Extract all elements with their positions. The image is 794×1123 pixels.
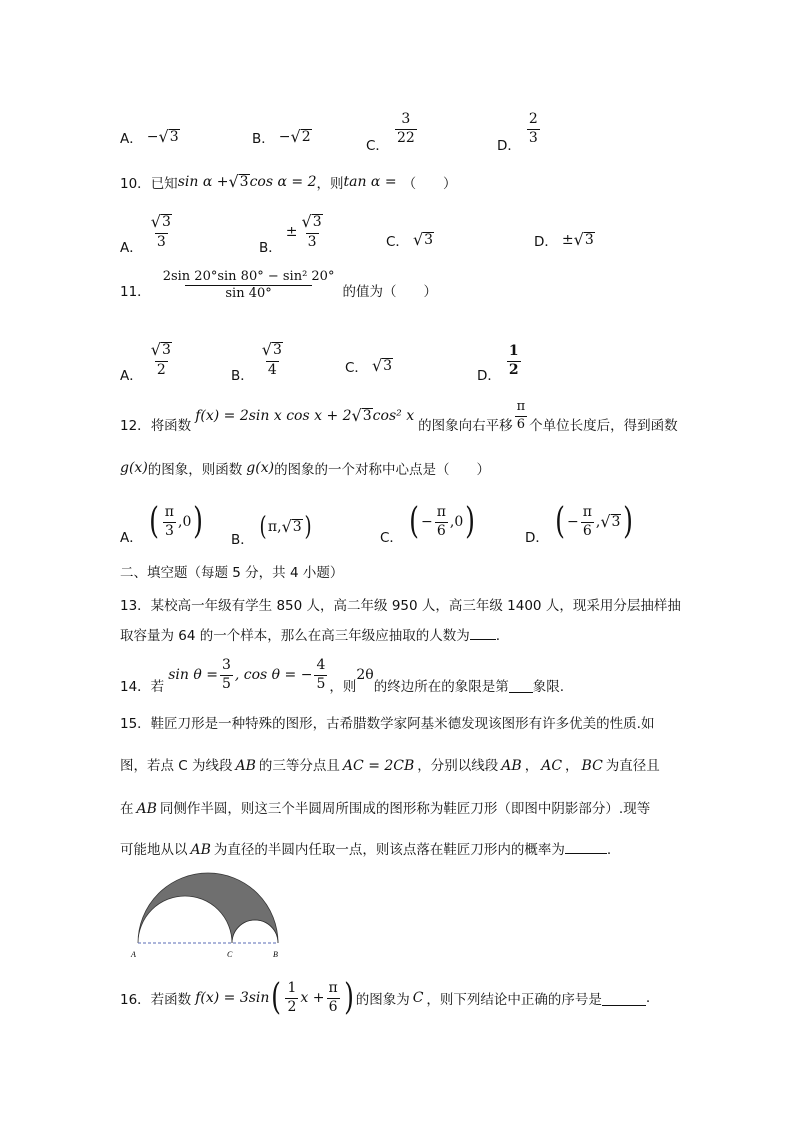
q16-answer-blank[interactable] xyxy=(602,991,646,1006)
q9-option-c: C． $\frac{3}{22}$ xyxy=(366,111,415,154)
q11-option-b: B． √ 3 4 xyxy=(231,340,282,384)
section-title: 二、填空题（每题 5 分，共 4 小题） xyxy=(120,565,344,581)
q15-answer-blank[interactable] xyxy=(565,839,607,854)
arbelos-shaded-region xyxy=(138,873,278,943)
q10-option-b: B． ± √ 3 3 xyxy=(259,212,322,256)
point-c-label: C xyxy=(227,950,233,959)
q15-line1: 15．鞋匠刀形是一种特殊的图形，古希腊数学家阿基米德发现该图形有许多优美的性质.如 xyxy=(120,716,655,732)
q13-answer-blank[interactable] xyxy=(470,625,496,640)
q9-option-a: A． − √ 3 xyxy=(120,127,179,147)
q14-stem: 14．若 sin θ = $\frac{3}{5}$ , cos θ = − $\frac{4}{5}$ ，则 2θ 的终边所在的象限是第 象限. xyxy=(120,657,565,695)
q9-option-b: B． − √ 2 xyxy=(252,127,311,147)
q10-option-c: C． √ 3 xyxy=(386,230,434,250)
q10-option-d: D． ± √ 3 xyxy=(534,230,594,250)
q12-option-b: B． ( π, √ 3 ) xyxy=(231,512,312,548)
q15-line4: 可能地从以 AB 为直径的半圆内任取一点，则该点落在鞋匠刀形内的概率为 . xyxy=(120,838,611,858)
q10-stem: 10． 已知 sin α + √ 3 cos α = 2 ，则 tan α = （ ） xyxy=(120,172,457,192)
q11-option-c: C． √ 3 xyxy=(345,356,393,376)
point-b-label: B xyxy=(273,950,278,959)
point-a-label: A xyxy=(131,950,136,959)
arbelos-figure xyxy=(128,868,288,964)
q9-option-d: D． $\frac{2}{3}$ xyxy=(497,111,538,154)
q15-line2: 图，若点 C 为线段 AB 的三等分点且 AC = 2CB ，分别以线段 AB ， AC ， BC 为直径且 xyxy=(120,758,660,774)
q12-option-a: A． ( $\frac{\pi}{3}$ ,0 ) xyxy=(120,501,204,546)
q13-line1: 13．某校高一年级有学生 850 人，高二年级 950 人，高三年级 1400 人，现采用分层抽样抽 xyxy=(120,598,681,614)
q11-stem: 11． $\frac{\text{2sin 20°sin 80° − sin² 20°}}{\sin 40^\circ}$ 的值为（ ） xyxy=(120,269,437,302)
q14-answer-blank[interactable] xyxy=(509,678,533,693)
q11-option-a: A． √ 3 2 xyxy=(120,340,171,384)
q16-stem: 16．若函数 f(x) = 3sin ( $\frac{1}{2}$ x + $\frac{\pi}{6}$ ) 的图象为 C ，则下列结论中正确的序号是 . xyxy=(120,977,651,1018)
q13-line2: 取容量为 64 的一个样本，那么在高三年级应抽取的人数为 . xyxy=(120,624,500,644)
q12-option-d: D． ( − $\frac{\pi}{6}$ , √ 3 ) xyxy=(525,501,634,546)
q10-option-a: A． √ 3 3 xyxy=(120,212,171,256)
q15-line3: 在 AB 同侧作半圆，则这三个半圆周所围成的图形称为鞋匠刀形（即图中阴影部分）.现等 xyxy=(120,801,651,817)
q12-stem-line1: 12． 将函数 f(x) = 2sin x cos x + 2 √ 3 cos² x 的图象向右平移 $\frac{\pi}{6}$ 个单位长度后，得到函数 xyxy=(120,399,678,434)
q12-stem-line2: g(x) 的图象，则函数 g(x) 的图象的一个对称中心点是（ ） xyxy=(120,460,491,478)
q12-option-c: C． ( − $\frac{\pi}{6}$ ,0 ) xyxy=(380,501,476,546)
q11-option-d: D． $\frac{1}{2}$ xyxy=(477,343,519,384)
